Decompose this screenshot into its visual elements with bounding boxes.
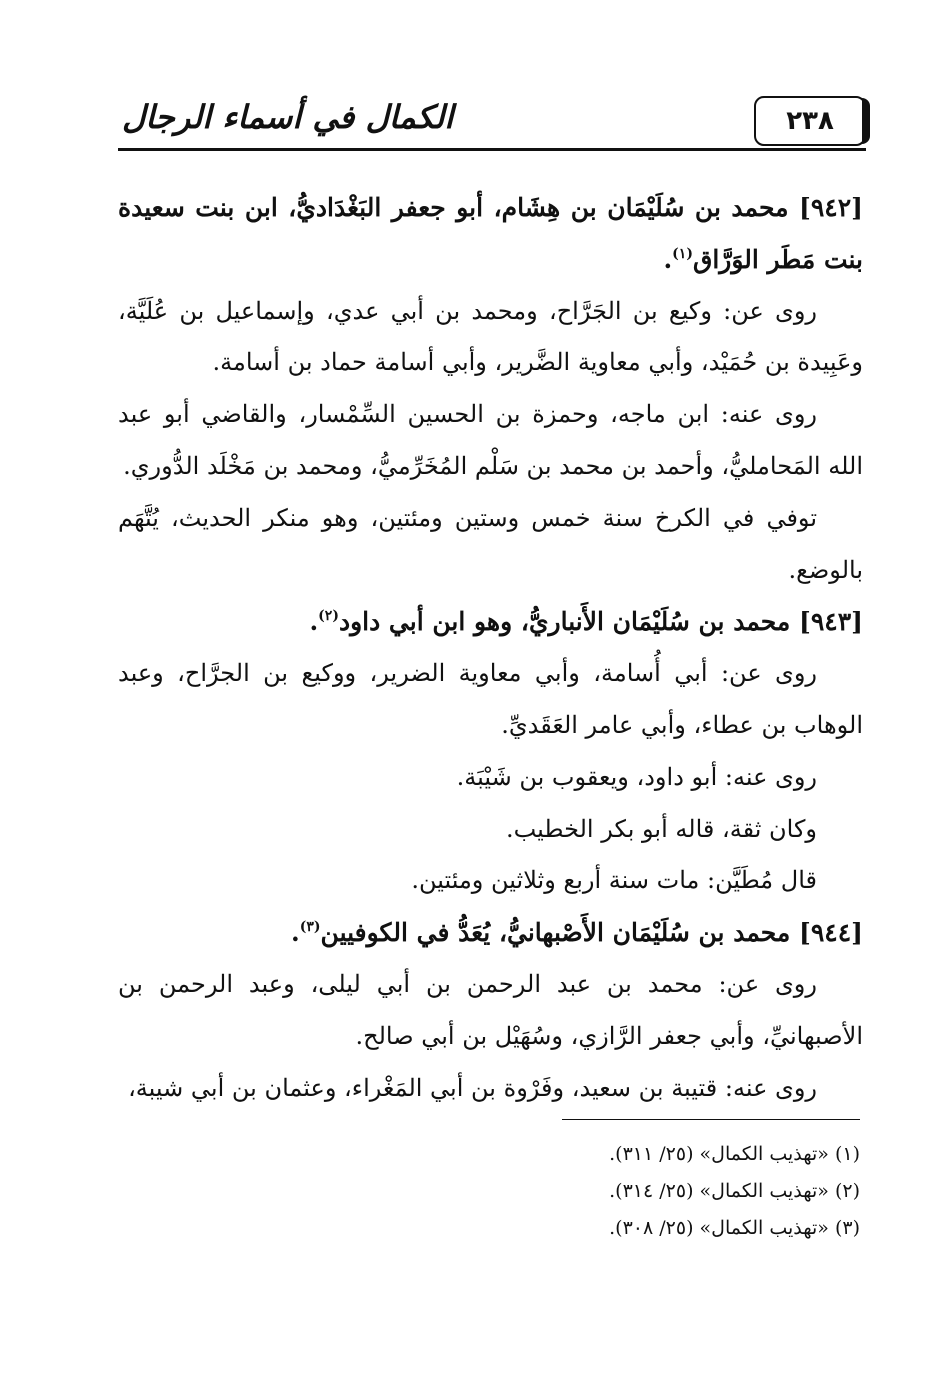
running-title: الكمال في أسماء الرجال [122, 98, 454, 136]
narrated-from-paragraph: روى عن: محمد بن عبد الرحمن بن أبي ليلى، وعبد الرحمن بن الأصبهانيِّ، وأبي جعفر الرَّازي، وسُهَيْل بن أبي صالح. [118, 969, 863, 1050]
footnote-1: (١) «تهذيب الكمال» (٢٥/ ٣١١). [609, 1143, 860, 1165]
footnote-marker: (١) [672, 245, 693, 262]
footnote-2: (٢) «تهذيب الكمال» (٢٥/ ٣١٤). [609, 1180, 860, 1202]
footnote-separator [562, 1119, 860, 1120]
page-header [118, 92, 866, 152]
footnote-3: (٣) «تهذيب الكمال» (٢٥/ ٣٠٨). [609, 1217, 860, 1239]
heading-period: . [663, 244, 673, 274]
death-note-paragraph: قال مُطَيَّن: مات سنة أربع وثلاثين ومئتين. [411, 866, 817, 895]
footnote-marker: (٣) [299, 919, 321, 936]
header-rule [118, 148, 866, 151]
reliability-note-paragraph: وكان ثقة، قاله أبو بكر الخطيب. [505, 814, 817, 843]
entry-heading-942 [118, 182, 863, 286]
heading-period: . [291, 918, 300, 948]
heading-period: . [309, 607, 319, 637]
entry-heading-944 [118, 907, 863, 959]
narrated-from-paragraph: روى عن: وكيع بن الجَرَّاح، ومحمد بن أبي عدي، وإسماعيل بن عُلَيَّة، وعَبِيدة بن حُمَيْد، وأبي معاوية الضَّرير، وأبي أسامة حماد بن أسامة. [118, 296, 863, 377]
footnotes [300, 1136, 860, 1247]
page-number: ٢٣٨ [754, 96, 866, 146]
entry-heading-text: [٩٤٣] محمد بن سُلَيْمَان الأَنباريُّ، وهو ابن أبي داود [338, 607, 863, 637]
narrated-by-paragraph: روى عنه: أبو داود، ويعقوب بن شَيْبَة. [456, 762, 817, 791]
entry-heading-text: [٩٤٤] محمد بن سُلَيْمَان الأَصْبهانيُّ، يُعَدُّ في الكوفيين [320, 918, 863, 948]
main-text [118, 182, 863, 1114]
narrated-by-paragraph: روى عنه: قتيبة بن سعيد، وفَرْوة بن أبي المَغْراء، وعثمان بن أبي شيبة، [128, 1073, 817, 1102]
narrated-by-paragraph: روى عنه: ابن ماجه، وحمزة بن الحسين السِّمْسار، والقاضي أبو عبد الله المَحامليُّ، وأحمد بن محمد بن سَلْم المُخَرِّميُّ، ومحمد بن مَخْلَد الدُّوري. [118, 400, 863, 480]
death-note-paragraph: توفي في الكرخ سنة خمس وستين ومئتين، وهو منكر الحديث، يُتَّهَم بالوضع. [118, 503, 863, 584]
footnote-marker: (٢) [318, 608, 339, 625]
entry-heading-943 [118, 596, 863, 648]
entry-heading-text: [٩٤٢] محمد بن سُلَيْمَان بن هِشَام، أبو جعفر البَغْدَاديُّ، ابن بنت سعيدة بنت مَطَر الوَرَّاق [118, 193, 863, 274]
narrated-from-paragraph: روى عن: أبي أُسامة، وأبي معاوية الضرير، ووكيع بن الجرَّاح، وعبد الوهاب بن عطاء، وأبي عامر العَقَديِّ. [118, 659, 863, 739]
